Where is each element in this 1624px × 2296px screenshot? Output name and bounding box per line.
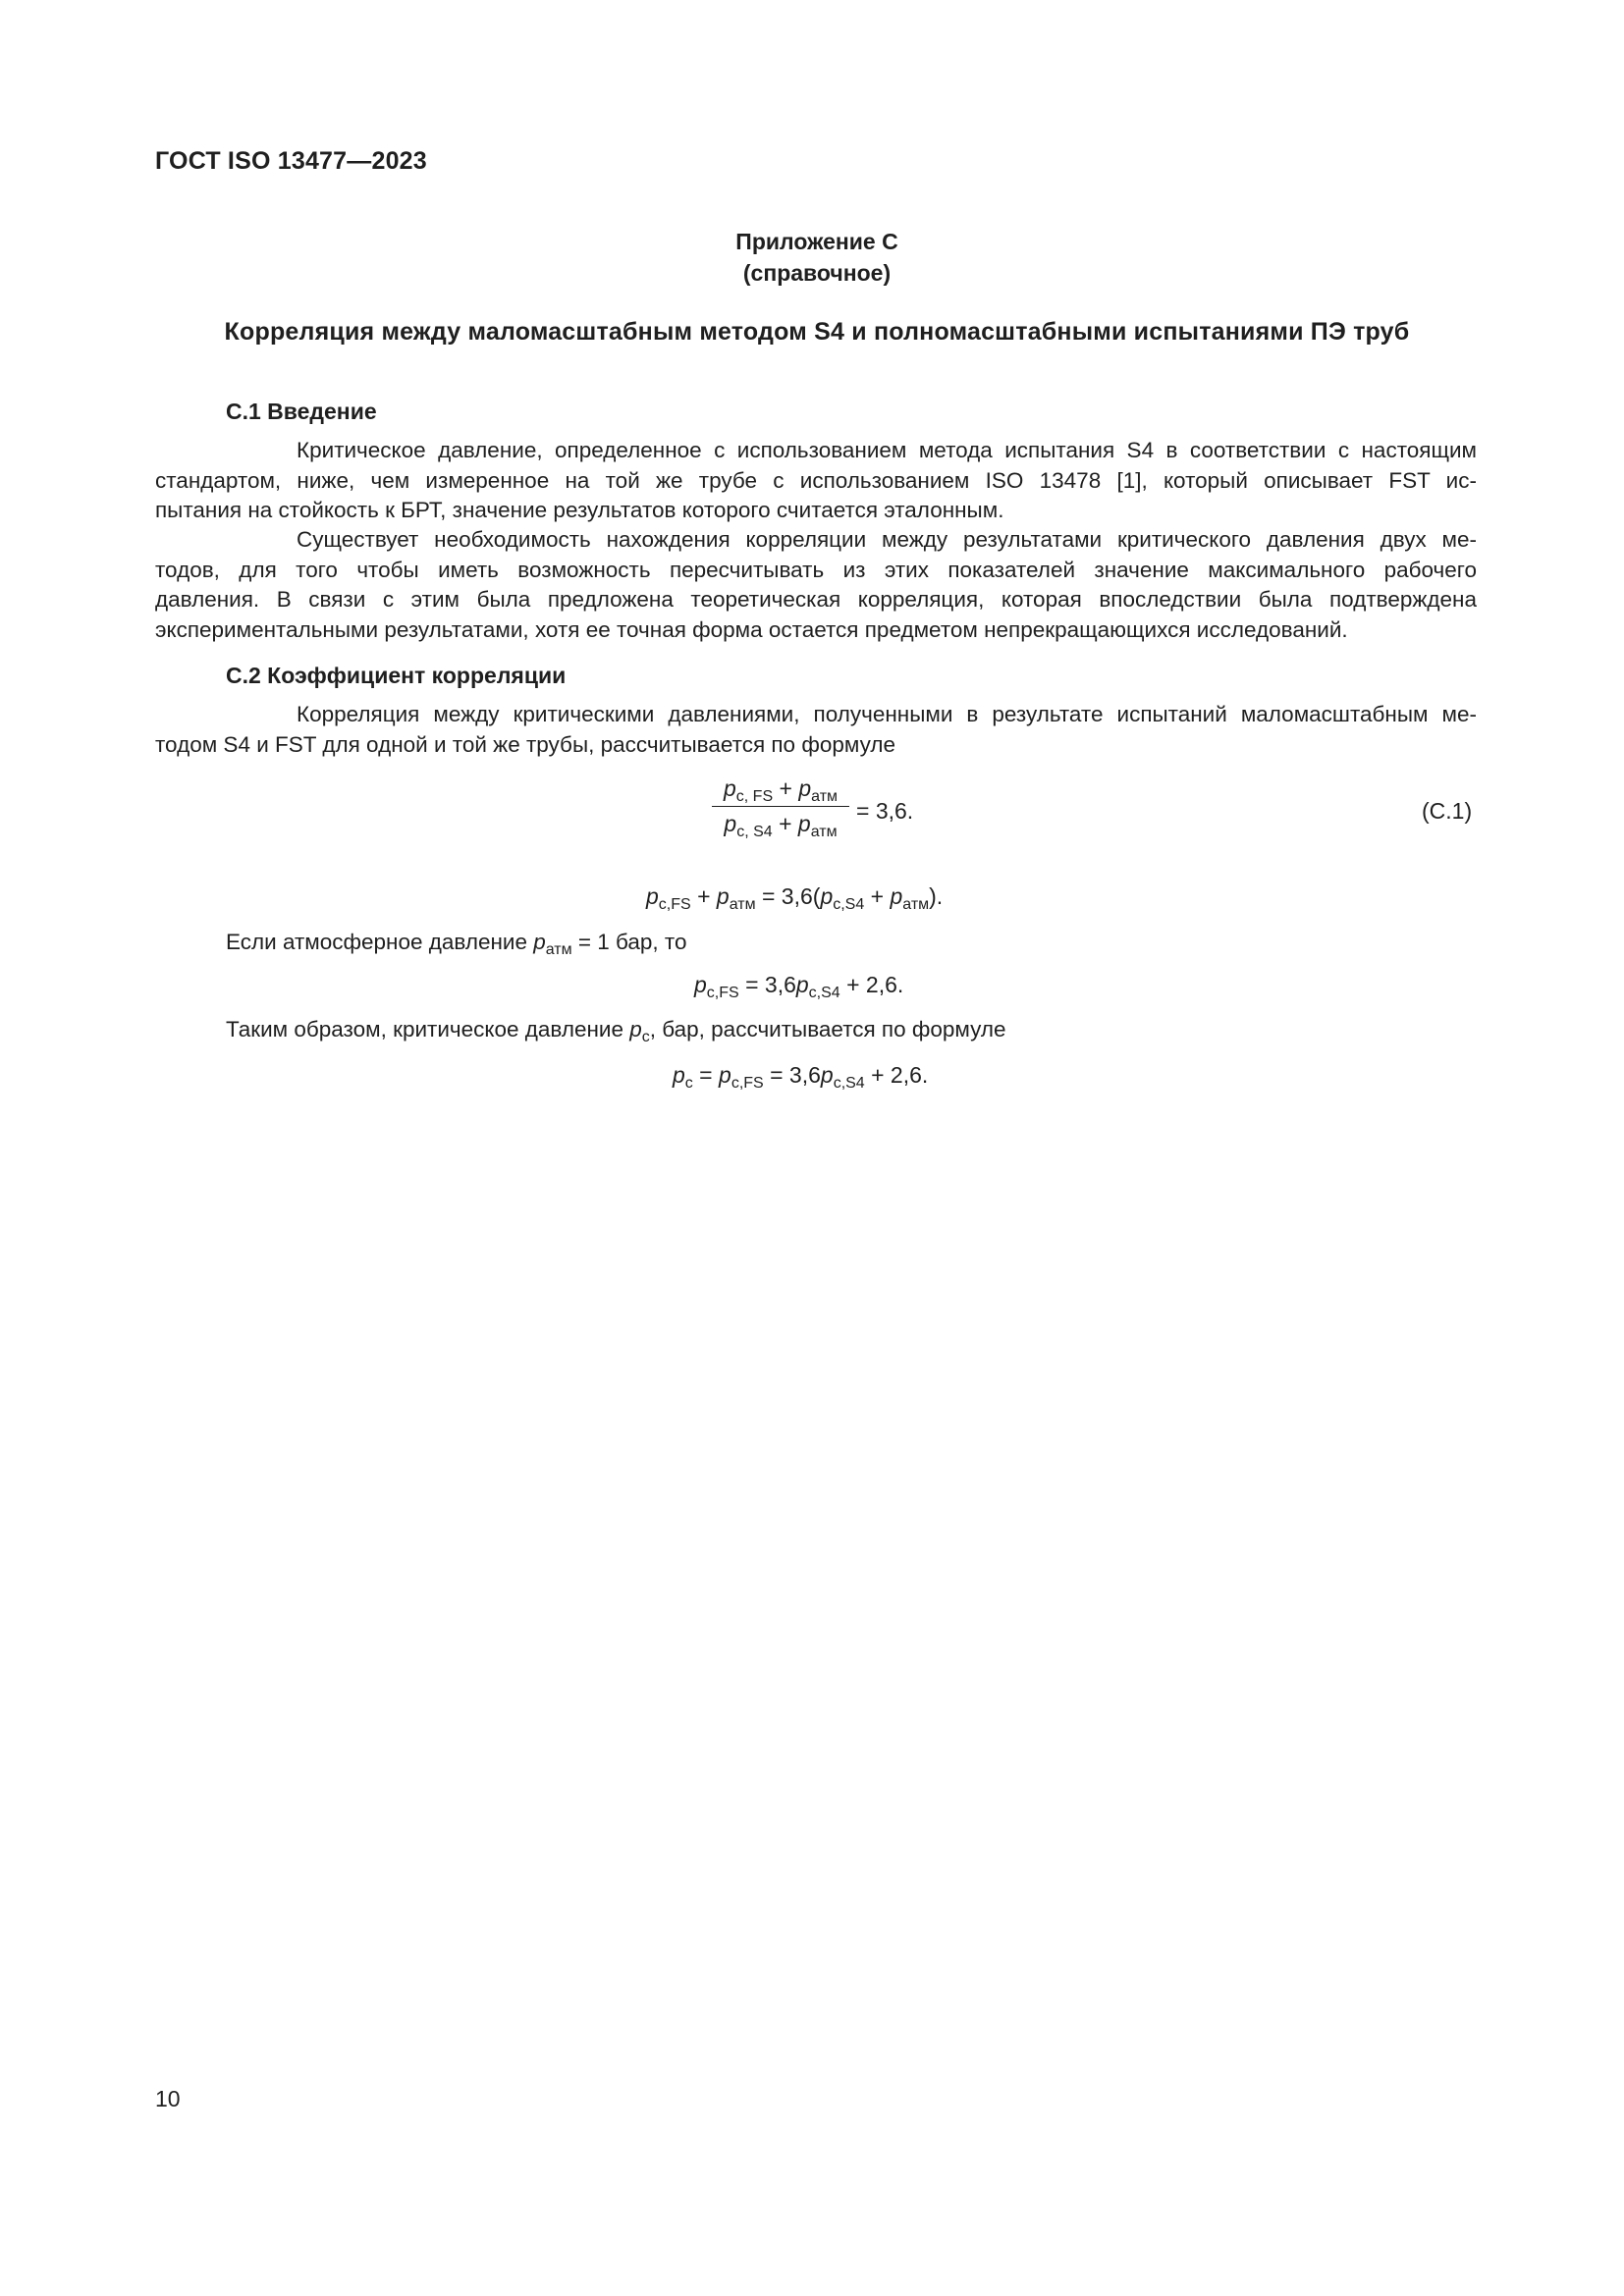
operator: +	[772, 811, 798, 836]
subscript: атм	[811, 788, 839, 805]
operator: +	[690, 883, 717, 909]
appendix-title: Корреляция между маломасштабным методом S4 и полномасштабными испытаниями ПЭ труб	[224, 318, 1410, 346]
fraction-denominator	[712, 807, 849, 840]
equation-number: (С.1)	[1422, 798, 1473, 824]
fraction-numerator	[712, 775, 849, 807]
subscript: c,FS	[731, 1075, 764, 1092]
subscript: c, S4	[736, 824, 773, 840]
appendix-type: (справочное)	[742, 260, 892, 286]
text-line: тодом S4 и FST для одной и той же трубы, рассчитывается по формуле	[155, 731, 895, 757]
var-p: p	[533, 930, 546, 954]
subscript: c,FS	[706, 985, 739, 1001]
subscript: атм	[545, 941, 572, 958]
operator: = 3,6(	[755, 883, 821, 909]
operator: =	[692, 1062, 720, 1088]
subscript: атм	[902, 896, 930, 913]
text-line: Корреляция между критическими давлениями, полученными в результате испытаний маломасштабным ме-	[297, 702, 1477, 726]
operator: +	[773, 775, 799, 801]
operator: + 2,6.	[864, 1062, 929, 1088]
subscript: c,FS	[658, 896, 691, 913]
text-line: давления. В связи с этим была предложена теоретическая корреляция, которая впоследствии была подтверждена	[155, 587, 1477, 612]
var-p: p	[723, 775, 736, 801]
operator: = 3,6	[763, 1062, 821, 1088]
subscript: c,S4	[833, 1075, 865, 1092]
subscript: атм	[810, 824, 838, 840]
var-p: p	[820, 883, 834, 909]
var-p: p	[629, 1017, 642, 1041]
text-line: экспериментальными результатами, хотя ее точная форма остается предметом непрекращающихся исследований.	[155, 616, 1348, 642]
equation-final	[673, 1062, 929, 1092]
var-p: p	[719, 1062, 731, 1088]
section-heading-c2: С.2 Коэффициент корреляции	[226, 663, 567, 688]
appendix-label: Приложение С	[735, 229, 898, 254]
subscript: c	[641, 1029, 650, 1045]
var-p: p	[724, 811, 737, 836]
text-line: пытания на стойкость к БРТ, значение результатов которого считается эталонным.	[155, 498, 1004, 522]
equation-simplified	[694, 972, 904, 1001]
text-critical-pressure	[226, 1017, 1006, 1045]
subscript: c,S4	[808, 985, 840, 1001]
text: Таким образом, критическое давление	[226, 1017, 630, 1041]
var-p: p	[798, 775, 812, 801]
text: = 1 бар, то	[571, 930, 687, 954]
appendix-header	[157, 226, 1477, 289]
var-p: p	[694, 972, 707, 997]
operator: + 2,6.	[839, 972, 904, 997]
var-p: p	[673, 1062, 685, 1088]
text-line: стандартом, ниже, чем измеренное на той же трубе с использованием ISO 13478 [1], который описывает FST ис-	[155, 467, 1477, 493]
var-p: p	[795, 972, 809, 997]
text-line: Критическое давление, определенное с использованием метода испытания S4 в соответствии с настоящим	[297, 438, 1477, 462]
section-heading-c1: С.1 Введение	[226, 399, 377, 424]
equation-expanded	[646, 883, 944, 913]
var-p: p	[797, 811, 811, 836]
text-line: тодов, для того чтобы иметь возможность пересчитывать из этих показателей значение максимального рабочего	[155, 557, 1477, 582]
page-number: 10	[155, 2086, 181, 2111]
operator: ).	[929, 883, 944, 909]
paragraph-intro-2	[155, 525, 1477, 645]
text: Если атмосферное давление	[226, 930, 534, 954]
operator: +	[864, 883, 891, 909]
subscript: c, FS	[735, 788, 774, 805]
var-p: p	[890, 883, 903, 909]
equation-c1-fraction	[712, 775, 849, 840]
text-atm-condition	[226, 930, 687, 958]
subscript: c,S4	[833, 896, 865, 913]
paragraph-intro-1	[155, 436, 1477, 526]
document-code: ГОСТ ISO 13477—2023	[155, 147, 427, 175]
text-line: Существует необходимость нахождения корреляции между результатами критического давления двух ме-	[297, 527, 1477, 552]
var-p: p	[646, 883, 659, 909]
subscript: c	[684, 1075, 693, 1092]
paragraph-correlation	[155, 700, 1477, 760]
operator: = 3,6	[738, 972, 796, 997]
text: , бар, рассчитывается по формуле	[649, 1017, 1006, 1041]
var-p: p	[820, 1062, 834, 1088]
var-p: p	[716, 883, 730, 909]
equation-c1-result: = 3,6.	[856, 798, 914, 824]
subscript: атм	[729, 896, 756, 913]
